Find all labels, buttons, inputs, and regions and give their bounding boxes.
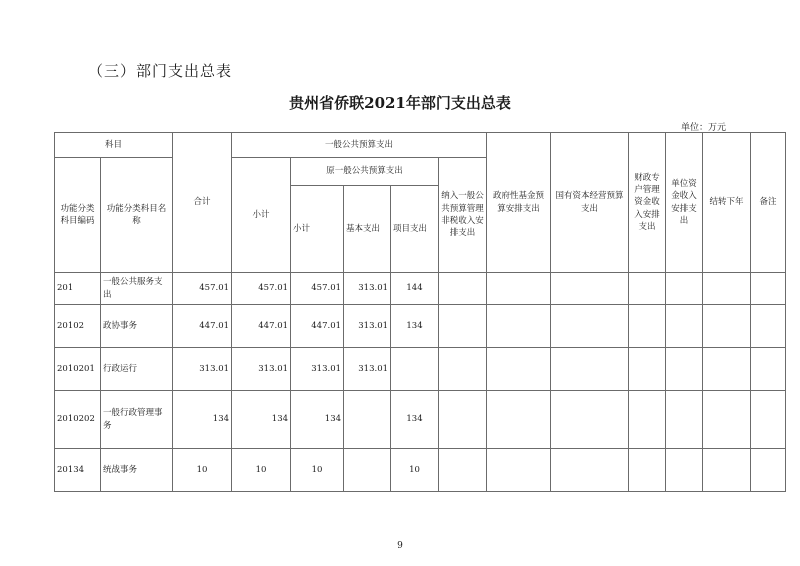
row-code: 20134 — [55, 449, 101, 492]
row-total: 457.01 — [173, 273, 232, 305]
table-row — [55, 305, 786, 348]
table-row — [55, 391, 786, 449]
row-project: 134 — [391, 305, 439, 348]
row-orig-subtotal: 313.01 — [291, 348, 344, 391]
row-orig-subtotal: 447.01 — [291, 305, 344, 348]
header-project: 项目支出 — [391, 186, 439, 273]
row-name: 政协事务 — [101, 305, 173, 348]
header-func-name: 功能分类科目名称 — [101, 158, 173, 273]
section-heading: （三）部门支出总表 — [88, 62, 233, 80]
header-orig-subtotal: 小计 — [291, 186, 344, 273]
row-orig-subtotal: 134 — [291, 391, 344, 449]
row-project: 10 — [391, 449, 439, 492]
row-project: 134 — [391, 391, 439, 449]
row-code: 2010202 — [55, 391, 101, 449]
header-total: 合计 — [173, 133, 232, 273]
header-basic: 基本支出 — [344, 186, 391, 273]
row-subtotal: 313.01 — [232, 348, 291, 391]
row-project — [391, 348, 439, 391]
row-basic: 313.01 — [344, 305, 391, 348]
header-general-budget: 一般公共预算支出 — [232, 133, 487, 158]
row-total: 10 — [173, 449, 232, 492]
header-carryover: 结转下年 — [703, 133, 751, 273]
header-state-capital: 国有资本经营预算支出 — [551, 133, 629, 273]
row-total: 134 — [173, 391, 232, 449]
header-original-budget: 原一般公共预算支出 — [291, 158, 439, 186]
header-row-1 — [55, 133, 786, 158]
header-subtotal: 小计 — [232, 158, 291, 273]
header-non-tax: 纳入一般公共预算管理非税收入安排支出 — [439, 158, 487, 273]
header-unit-fund: 单位资金收入安排支出 — [666, 133, 703, 273]
row-name: 统战事务 — [101, 449, 173, 492]
row-orig-subtotal: 10 — [291, 449, 344, 492]
row-name: 行政运行 — [101, 348, 173, 391]
row-basic: 313.01 — [344, 273, 391, 305]
expenditure-table — [54, 132, 786, 492]
row-total: 313.01 — [173, 348, 232, 391]
row-code: 20102 — [55, 305, 101, 348]
table-row — [55, 348, 786, 391]
table-row — [55, 449, 786, 492]
header-special-fund: 财政专户管理资金收入安排支出 — [629, 133, 666, 273]
row-basic — [344, 449, 391, 492]
header-gov-fund: 政府性基金预算安排支出 — [487, 133, 551, 273]
row-basic: 313.01 — [344, 348, 391, 391]
header-subject: 科目 — [55, 133, 173, 158]
header-func-code: 功能分类科目编码 — [55, 158, 101, 273]
row-code: 2010201 — [55, 348, 101, 391]
row-total: 447.01 — [173, 305, 232, 348]
document-title: 贵州省侨联2021年部门支出总表 — [289, 94, 511, 112]
row-subtotal: 457.01 — [232, 273, 291, 305]
header-remarks: 备注 — [751, 133, 786, 273]
unit-label: 单位：万元 — [680, 123, 726, 133]
row-name: 一般公共服务支出 — [101, 273, 173, 305]
table-row — [55, 273, 786, 305]
row-subtotal: 447.01 — [232, 305, 291, 348]
row-subtotal: 10 — [232, 449, 291, 492]
row-orig-subtotal: 457.01 — [291, 273, 344, 305]
row-basic — [344, 391, 391, 449]
row-project: 144 — [391, 273, 439, 305]
row-subtotal: 134 — [232, 391, 291, 449]
row-code: 201 — [55, 273, 101, 305]
row-name: 一般行政管理事务 — [101, 391, 173, 449]
page-number: 9 — [397, 541, 403, 551]
